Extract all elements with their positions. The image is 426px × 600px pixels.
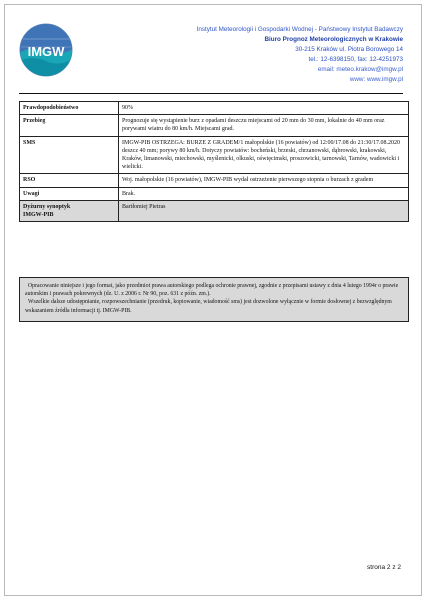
- table-row: [20, 136, 409, 174]
- logo-text: IMGW: [27, 44, 65, 59]
- row-label: RSO: [20, 174, 119, 187]
- institution-block: [103, 25, 403, 85]
- imgw-logo: [19, 23, 73, 77]
- phone-fax: tel.: 12-6398150, fax: 12-4251973: [308, 56, 403, 63]
- note-paragraph: Wszelkie dalsze udostępnianie, rozpowszechnianie (przedruk, kopiowanie, wiadomość sms) jest dozwolone wyłącznie w formie dosłownej z bezwzględnym wskazaniem źródła informacji tj. IMGW-PIB.: [25, 299, 392, 314]
- table-row: [20, 102, 409, 115]
- row-value: Prognozuje się wystąpienie burz z opadami deszczu miejscami od 20 mm do 30 mm, lokalnie do 40 mm oraz porywami wiatru do 80 km/h. Miejscami grad.: [119, 115, 409, 136]
- header-divider: [19, 93, 403, 94]
- duty-label: [20, 200, 119, 221]
- row-label: SMS: [20, 136, 119, 174]
- institute-name: Instytut Meteorologii i Gospodarki Wodnej - Państwowy Instytut Badawczy: [196, 26, 403, 33]
- table-row: [20, 187, 409, 200]
- duty-row: [20, 200, 409, 221]
- copyright-note: [19, 277, 409, 322]
- warning-table: [19, 101, 409, 222]
- duty-label-line1: Dyżurny synoptyk: [23, 203, 71, 210]
- row-value: Brak.: [119, 187, 409, 200]
- table-row: [20, 115, 409, 136]
- row-label: Uwagi: [20, 187, 119, 200]
- page-number: strona 2 z 2: [367, 564, 401, 571]
- website[interactable]: www: www.imgw.pl: [349, 76, 403, 83]
- note-paragraph: Opracowanie niniejsze i jego format, jako przedmiot prawa autorskiego podlega ochronie prawnej, zgodnie z przepisami ustawy z dnia 4 lutego 1994r o prawie autorskim i prawach pokrewnych (dz. U. z 2006 r. Nr 90, poz. 631 z późn. zm.).: [25, 283, 399, 298]
- bureau-name: Biuro Prognoz Meteorologicznych w Krakowie: [264, 36, 403, 43]
- row-value: IMGW-PIB OSTRZEGA: BURZE Z GRADEM/1 małopolskie (16 powiatów) od 12:00/17.08 do 21:30/17.08.2020 deszcz 40 mm; porywy 80 km/h. Dotyczy powiatów: bocheński, brzeski, chrzanowski, dąbrowski, krakowski, Kraków, limanowski, miechowski, myślenicki, olkuski, oświęcimski, proszowicki, tarnowski, Tarnów, wadowicki i wielicki.: [119, 136, 409, 174]
- duty-label-line2: IMGW-PIB: [23, 212, 54, 219]
- row-label: Prawdopodobieństwo: [20, 102, 119, 115]
- table-row: [20, 174, 409, 187]
- address: 30-215 Kraków ul. Piotra Borowego 14: [295, 46, 403, 53]
- document-page: [4, 4, 422, 596]
- row-label: Przebieg: [20, 115, 119, 136]
- row-value: 90%: [119, 102, 409, 115]
- row-value: Woj. małopolskie (16 powiatów), IMGW-PIB wydał ostrzeżenie pierwszego stopnia o burzach z gradem: [119, 174, 409, 187]
- email[interactable]: email: meteo.krakow@imgw.pl: [317, 66, 403, 73]
- duty-forecaster: Bartłomiej Pietras: [119, 200, 409, 221]
